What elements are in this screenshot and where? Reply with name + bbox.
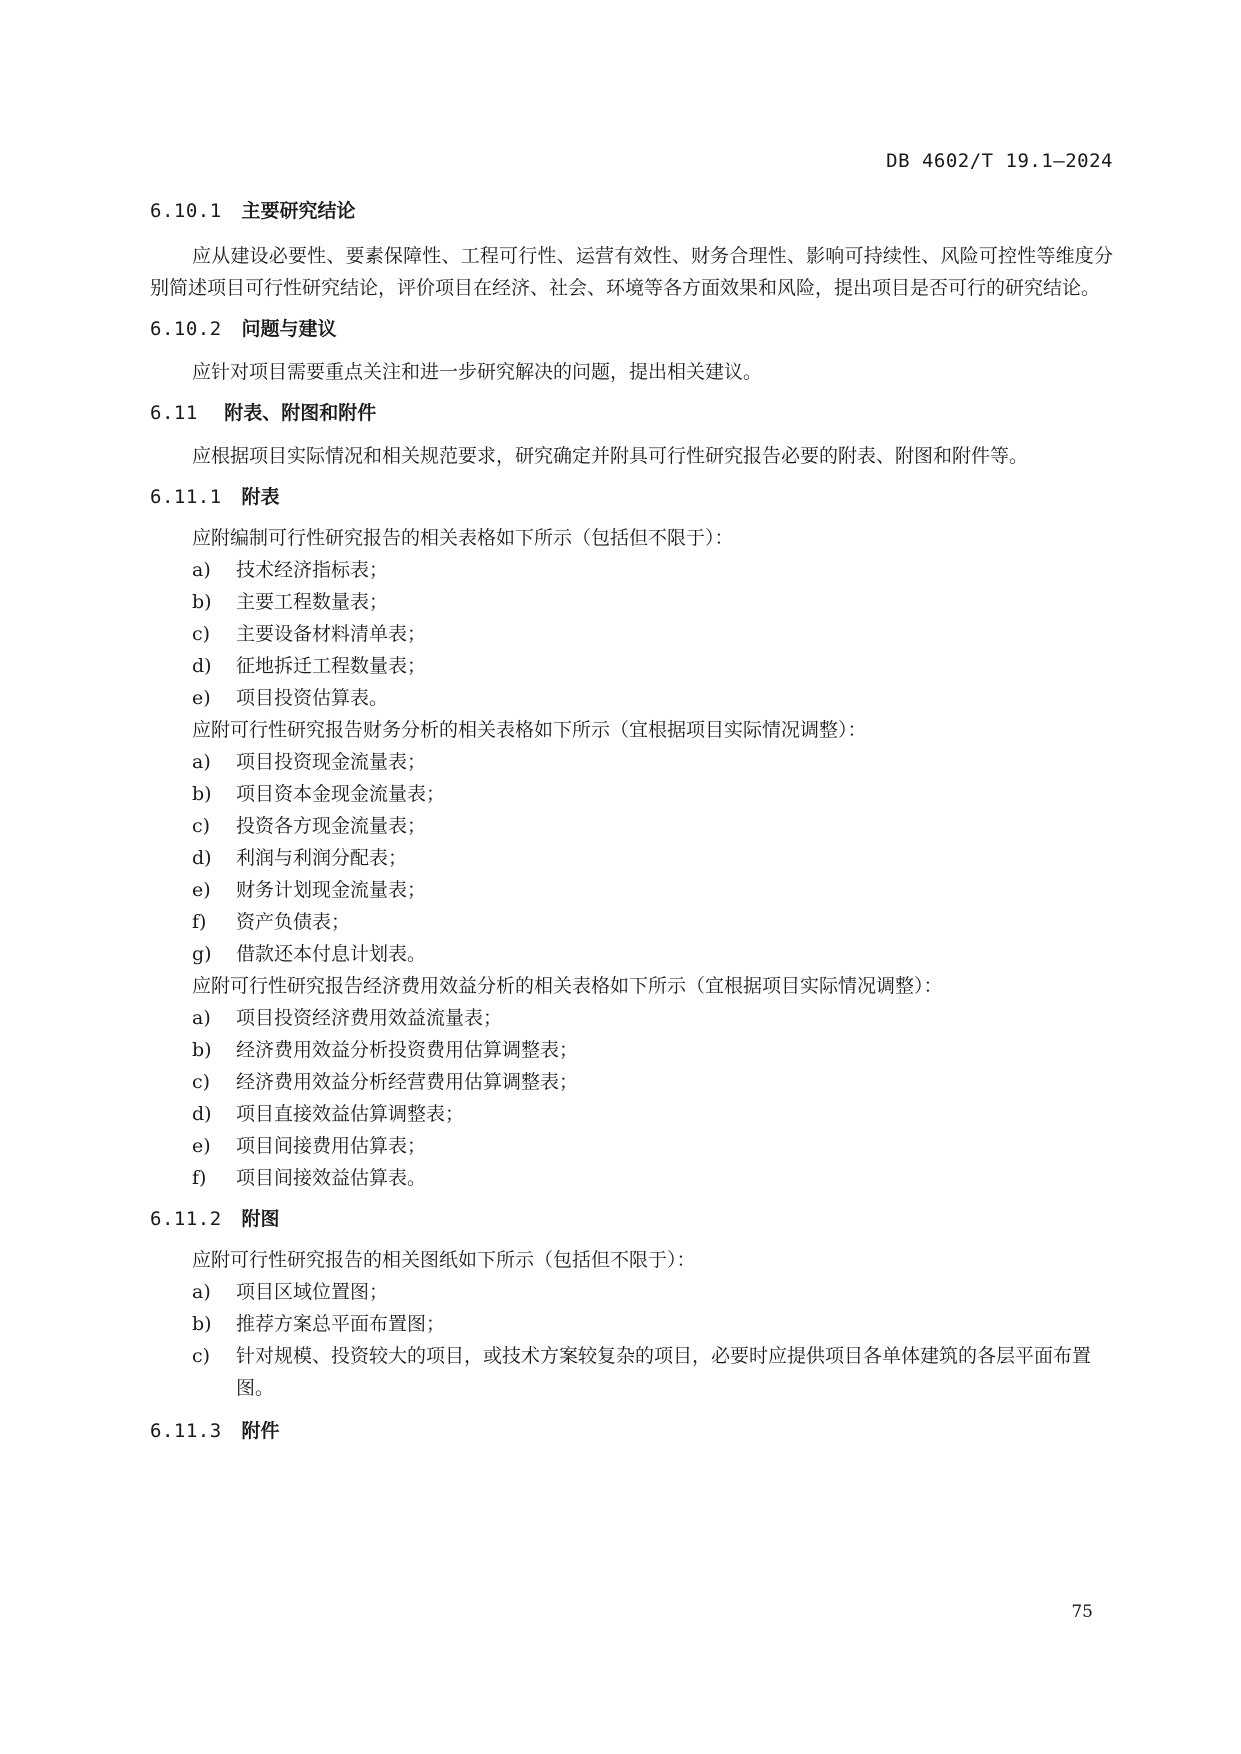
list-marker: e)	[192, 879, 211, 901]
list-item	[150, 682, 1113, 714]
list-item	[150, 1002, 1113, 1034]
page-content	[150, 200, 1113, 1442]
heading-number: 6.11.1	[150, 486, 222, 508]
list-text: 项目间接效益估算表。	[236, 1167, 427, 1189]
heading-number: 6.10.2	[150, 318, 222, 340]
list-text: 项目投资现金流量表；	[236, 751, 427, 773]
list-marker: b)	[192, 591, 212, 613]
heading-6-11-1	[150, 486, 1113, 508]
heading-number: 6.11	[150, 402, 198, 424]
list-marker: b)	[192, 783, 212, 805]
list-item	[150, 938, 1113, 970]
list-item	[150, 778, 1113, 810]
list-text: 主要工程数量表；	[236, 591, 389, 613]
list-marker: a)	[192, 559, 211, 581]
list-marker: b)	[192, 1313, 212, 1335]
list-marker: e)	[192, 1135, 211, 1157]
list-text: 项目直接效益估算调整表；	[236, 1103, 465, 1125]
document-code: DB 4602/T 19.1—2024	[886, 150, 1113, 172]
list-marker: c)	[192, 623, 211, 645]
list-marker: d)	[192, 1103, 212, 1125]
list-lead-financial: 应附可行性研究报告财务分析的相关表格如下所示（宜根据项目实际情况调整）：	[192, 719, 867, 741]
list-item	[150, 746, 1113, 778]
list-item	[150, 1034, 1113, 1066]
list-marker: e)	[192, 687, 211, 709]
list-marker: g)	[192, 943, 212, 965]
list-text: 借款还本付息计划表。	[236, 943, 427, 965]
heading-6-10-2	[150, 318, 1113, 340]
list-marker: f)	[192, 1167, 207, 1189]
list-text: 经济费用效益分析投资费用估算调整表；	[236, 1039, 579, 1061]
list-item	[150, 1066, 1113, 1098]
list-text: 推荐方案总平面布置图；	[236, 1313, 446, 1335]
list-item	[150, 650, 1113, 682]
list-text: 项目区域位置图；	[236, 1281, 389, 1303]
list-lead-tables: 应附编制可行性研究报告的相关表格如下所示（包括但不限于）：	[192, 527, 734, 549]
list-text: 征地拆迁工程数量表；	[236, 655, 427, 677]
heading-6-11	[150, 402, 1113, 424]
heading-title: 主要研究结论	[241, 200, 356, 222]
list-marker: a)	[192, 1281, 211, 1303]
list-item	[150, 1276, 1113, 1308]
list-marker: d)	[192, 655, 212, 677]
list-text: 主要设备材料清单表；	[236, 623, 427, 645]
heading-title: 附图	[241, 1208, 280, 1230]
list-item	[150, 1130, 1113, 1162]
list-item	[150, 554, 1113, 586]
list-text: 资产负债表；	[236, 911, 351, 933]
list-item	[150, 906, 1113, 938]
heading-title: 附表、附图和附件	[224, 402, 377, 424]
list-marker: c)	[192, 815, 211, 837]
list-marker: d)	[192, 847, 212, 869]
heading-6-11-2	[150, 1208, 1113, 1230]
paragraph-conclusion: 应从建设必要性、要素保障性、工程可行性、运营有效性、财务合理性、影响可持续性、风险可控性等维度分别简述项目可行性研究结论，评价项目在经济、社会、环境等各方面效果和风险，提出项目是否可行的研究结论。	[150, 245, 1113, 299]
list-marker: c)	[192, 1345, 211, 1367]
list-item	[150, 586, 1113, 618]
heading-number: 6.11.3	[150, 1420, 222, 1442]
list-marker: b)	[192, 1039, 212, 1061]
list-item	[150, 618, 1113, 650]
page-number: 75	[1071, 1602, 1093, 1622]
heading-number: 6.11.2	[150, 1208, 222, 1230]
list-text: 技术经济指标表；	[236, 559, 389, 581]
list-marker: a)	[192, 751, 211, 773]
list-item	[150, 1162, 1113, 1194]
list-lead-economic: 应附可行性研究报告经济费用效益分析的相关表格如下所示（宜根据项目实际情况调整）：	[192, 975, 943, 997]
heading-6-10-1	[150, 200, 1113, 222]
list-text: 项目资本金现金流量表；	[236, 783, 446, 805]
list-text: 经济费用效益分析经营费用估算调整表；	[236, 1071, 579, 1093]
list-lead-drawings: 应附可行性研究报告的相关图纸如下所示（包括但不限于）：	[192, 1249, 696, 1271]
list-item	[150, 1098, 1113, 1130]
list-marker: a)	[192, 1007, 211, 1029]
list-text: 针对规模、投资较大的项目，或技术方案较复杂的项目，必要时应提供项目各单体建筑的各层平面布置图。	[236, 1345, 1092, 1399]
heading-title: 附表	[241, 486, 280, 508]
heading-6-11-3	[150, 1420, 1113, 1442]
paragraph-suggestions: 应针对项目需要重点关注和进一步研究解决的问题，提出相关建议。	[192, 361, 763, 383]
heading-number: 6.10.1	[150, 200, 222, 222]
list-marker: f)	[192, 911, 207, 933]
list-text: 利润与利润分配表；	[236, 847, 408, 869]
list-item	[150, 810, 1113, 842]
list-text: 财务计划现金流量表；	[236, 879, 427, 901]
list-item	[150, 1308, 1113, 1340]
list-text: 项目投资估算表。	[236, 687, 389, 709]
list-item	[150, 1340, 1113, 1404]
list-text: 投资各方现金流量表；	[236, 815, 427, 837]
list-item	[150, 874, 1113, 906]
heading-title: 附件	[241, 1420, 280, 1442]
heading-title: 问题与建议	[241, 318, 337, 340]
list-text: 项目间接费用估算表；	[236, 1135, 427, 1157]
list-marker: c)	[192, 1071, 211, 1093]
list-item	[150, 842, 1113, 874]
paragraph-attachments: 应根据项目实际情况和相关规范要求，研究确定并附具可行性研究报告必要的附表、附图和附件等。	[192, 445, 1029, 467]
list-text: 项目投资经济费用效益流量表；	[236, 1007, 503, 1029]
